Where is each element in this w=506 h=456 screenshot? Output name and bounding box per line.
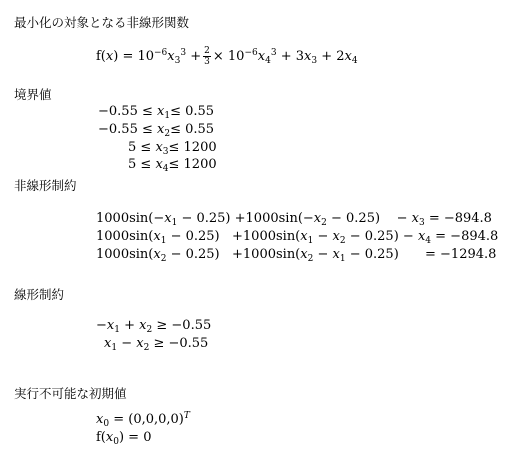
heading-objective: 最小化の対象となる非線形関数 bbox=[14, 15, 190, 30]
bound-x2: $-0.55 \le x_2\le 0.55$ bbox=[98, 122, 215, 139]
bound-x1: $-0.55 \le x_1\le 0.55$ bbox=[98, 104, 215, 121]
linear-constraint-2: $x_1 - x_2 \ge -0.55$ bbox=[104, 336, 209, 353]
nonlinear-constraint-2: $1000\sin(x_1 - 0.25) +1000\sin(x_1 - x_2 - 0.25) - x_4 = -894.8$ bbox=[96, 229, 499, 246]
heading-initial: 実行不可能な初期値 bbox=[14, 386, 127, 401]
initial-objective-value: $f(x_0) = 0$ bbox=[96, 430, 152, 447]
heading-bounds: 境界値 bbox=[14, 87, 52, 102]
bound-x3: $5 \le x_3\le 1200$ bbox=[128, 140, 217, 157]
heading-linear: 線形制約 bbox=[14, 287, 65, 302]
nonlinear-constraint-3-rhs: = −1294.8 bbox=[425, 247, 497, 262]
objective-formula: $f(x) = 10^{-6}x_3^3$ + $\frac{2}{3}$ × $10^{-6}x_4^3 + 3x_3 + 2x_4$ bbox=[96, 46, 358, 67]
bound-x4: $5 \le x_4\le 1200$ bbox=[128, 157, 217, 174]
initial-point: $x_0 = (0,0,0,0)^T$ bbox=[96, 411, 190, 429]
fraction-two-thirds: $\frac{2}{3}$ bbox=[204, 46, 210, 67]
nonlinear-constraint-1: $1000\sin(-x_1 - 0.25) +1000\sin(-x_2 - 0.25)$ − $x_3 = -894.8$ bbox=[96, 211, 492, 228]
linear-constraint-1: $-x_1 + x_2 \ge -0.55$ bbox=[96, 318, 212, 335]
heading-nonlinear: 非線形制約 bbox=[14, 178, 77, 193]
nonlinear-constraint-3: $1000\sin(x_2 - 0.25) +1000\sin(x_2 - x_1 - 0.25)$ bbox=[96, 247, 399, 264]
